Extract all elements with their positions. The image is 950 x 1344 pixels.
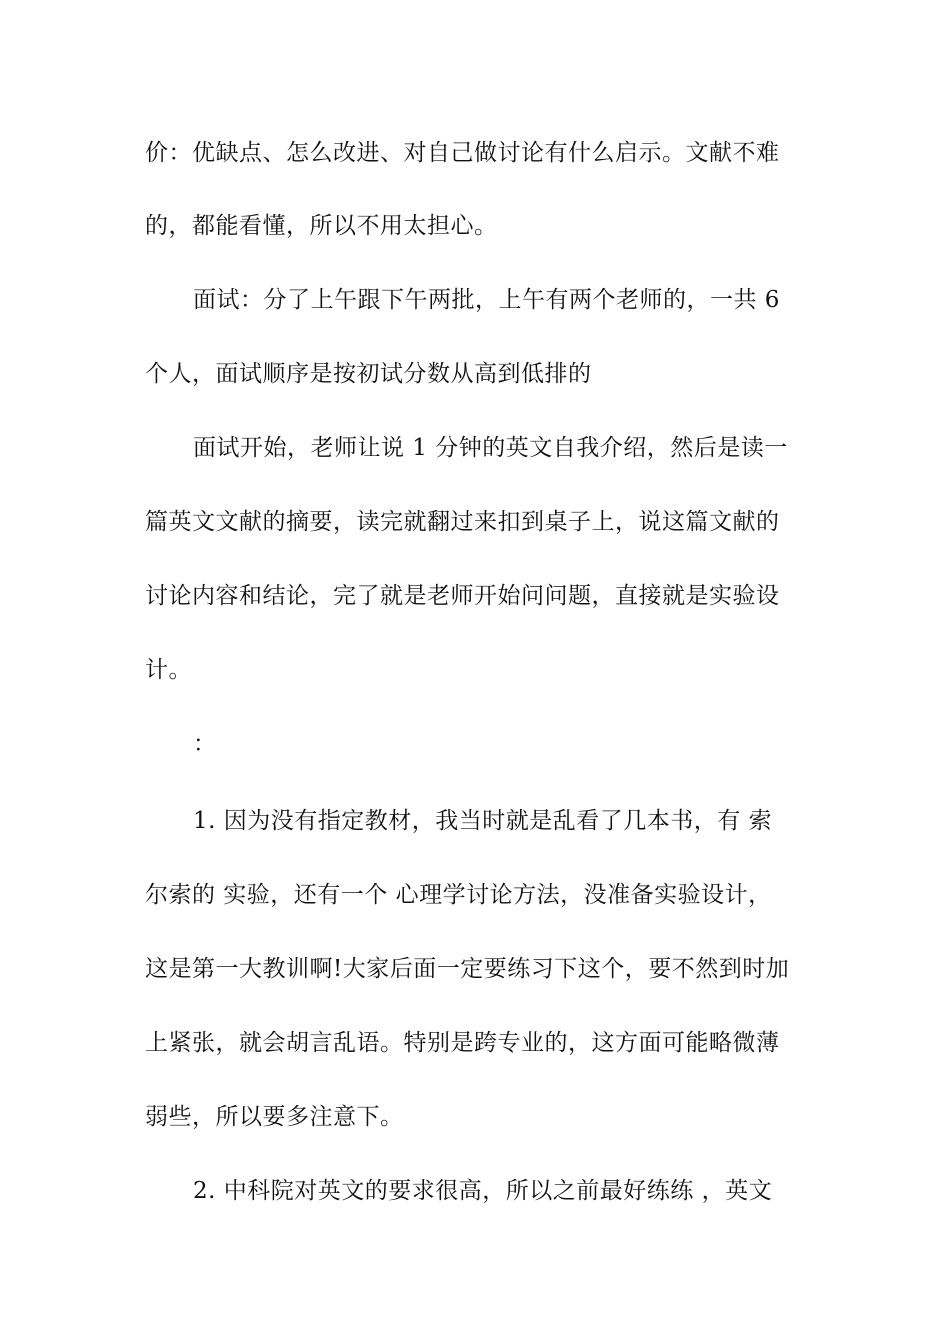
text-line-6: 篇英文文献的摘要，读完就翻过来扣到桌子上，说这篇文献的 [145, 509, 780, 535]
text-line-11: 尔索的 实验，还有一个 心理学讨论方法，没准备实验设计， [145, 882, 772, 908]
text-line-8: 计。 [145, 657, 192, 683]
text-line-12: 这是第一大教训啊!大家后面一定要练习下这个，要不然到时加 [145, 956, 790, 982]
text-line-10: 1. 因为没有指定教材，我当时就是乱看了几本书，有 索 [193, 808, 773, 834]
text-line-15: 2. 中科院对英文的要求很高，所以之前最好练练 ，英文 [193, 1178, 773, 1204]
text-line-4: 个人，面试顺序是按初试分数从高到低排的 [145, 361, 592, 387]
text-line-9: ： [193, 731, 217, 757]
text-line-7: 讨论内容和结论，完了就是老师开始问问题，直接就是实验设 [145, 583, 780, 609]
text-line-5: 面试开始，老师让说 1 分钟的英文自我介绍，然后是读一 [193, 435, 788, 461]
text-line-13: 上紧张，就会胡言乱语。特别是跨专业的，这方面可能略微薄 [145, 1030, 780, 1056]
text-line-2: 的，都能看懂，所以不用太担心。 [145, 213, 498, 239]
text-line-3: 面试：分了上午跟下午两批，上午有两个老师的，一共 6 [193, 287, 780, 313]
text-line-14: 弱些，所以要多注意下。 [145, 1104, 404, 1130]
text-line-1: 价：优缺点、怎么改进、对自己做讨论有什么启示。文献不难 [145, 140, 780, 166]
